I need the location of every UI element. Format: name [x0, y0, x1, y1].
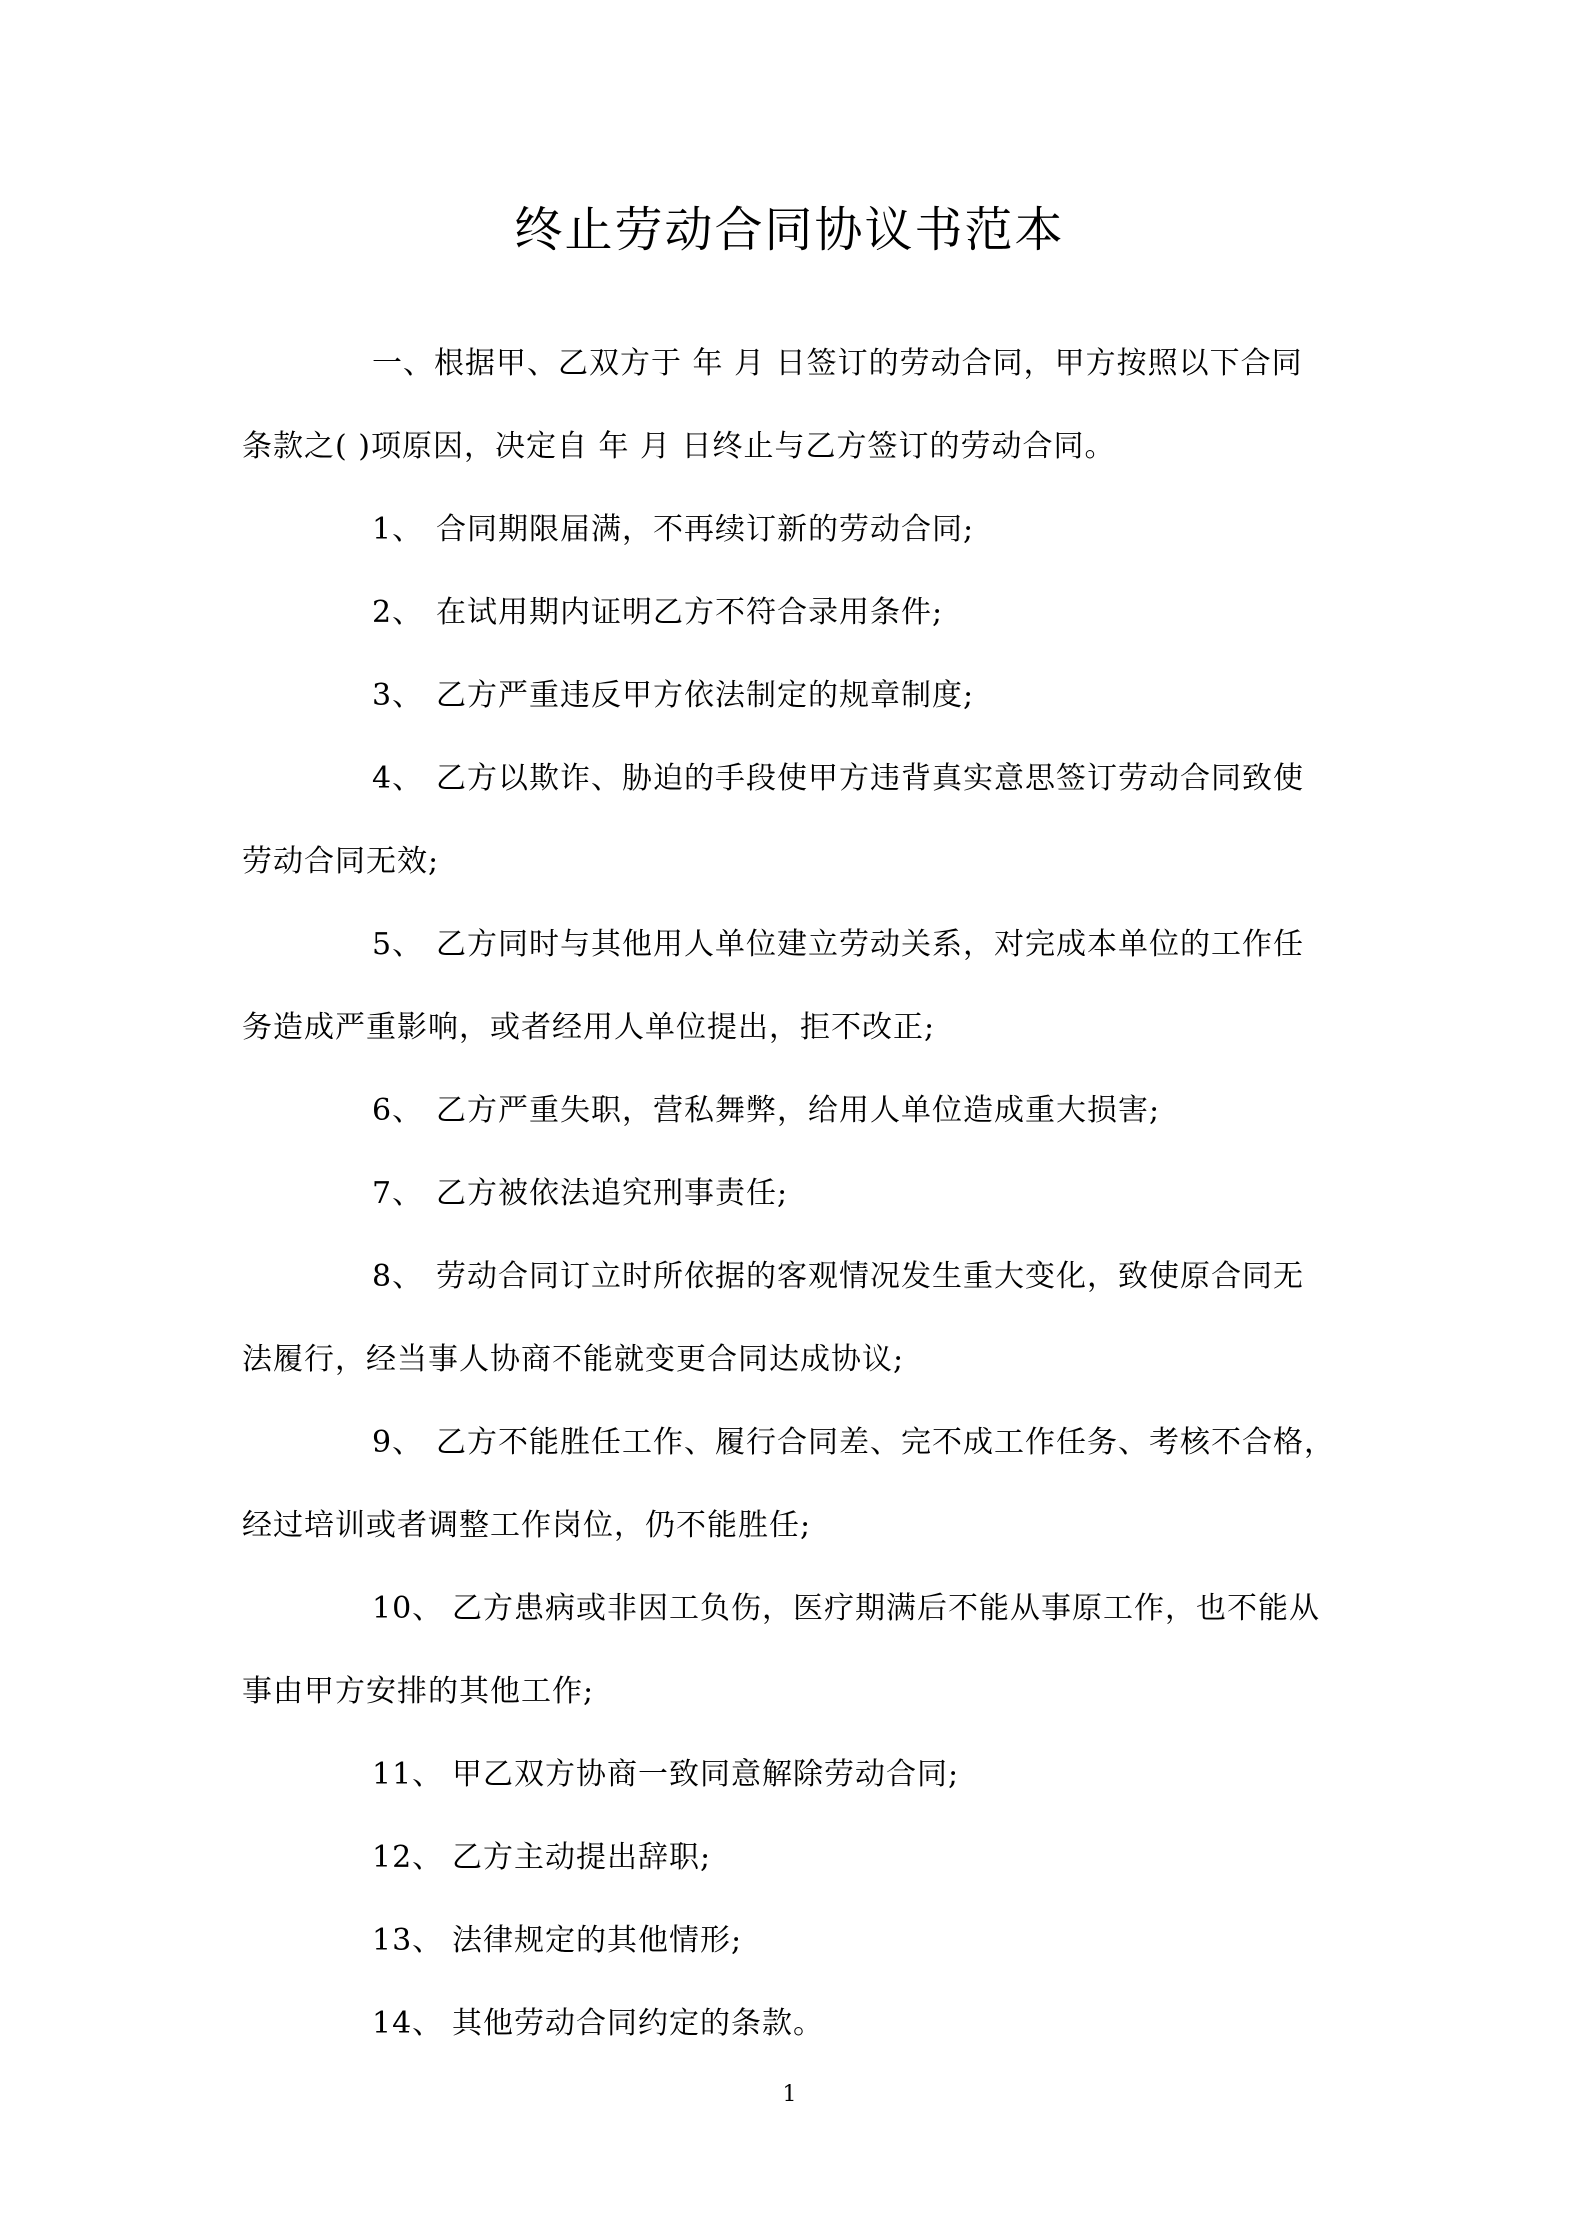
list-item [242, 1401, 1342, 1484]
list-item [242, 1567, 1342, 1650]
list-item [242, 1816, 1342, 1899]
list-item-continuation: 经过培训或者调整工作岗位，仍不能胜任; [242, 1508, 812, 1543]
item-text: 乙方被依法追究刑事责任; [436, 1176, 789, 1211]
item-text: 劳动合同订立时所依据的客观情况发生重大变化，致使原合同无 [436, 1259, 1304, 1294]
list-item [242, 1733, 1342, 1816]
list-item [242, 1899, 1342, 1982]
item-number: 2、 [372, 595, 424, 630]
item-text: 乙方不能胜任工作、履行合同差、完不成工作任务、考核不合格， [436, 1425, 1335, 1460]
list-item [242, 654, 1342, 737]
list-item-continuation: 法履行，经当事人协商不能就变更合同达成协议; [242, 1342, 905, 1377]
list-item [242, 1069, 1342, 1152]
intro-paragraph-line-1: 一、根据甲、乙双方于 年 月 日签订的劳动合同，甲方按照以下合同 [372, 346, 1303, 381]
item-number: 1、 [372, 512, 424, 547]
item-number: 12、 [372, 1840, 444, 1875]
item-text: 乙方同时与其他用人单位建立劳动关系，对完成本单位的工作任 [436, 927, 1304, 962]
item-text: 在试用期内证明乙方不符合录用条件; [436, 595, 944, 630]
list-item-continuation: 务造成严重影响，或者经用人单位提出，拒不改正; [242, 1010, 936, 1045]
list-item [242, 903, 1342, 986]
item-number: 10、 [372, 1591, 444, 1626]
item-number: 8、 [372, 1259, 424, 1294]
item-number: 11、 [372, 1757, 444, 1792]
item-text: 乙方以欺诈、胁迫的手段使甲方违背真实意思签订劳动合同致使 [436, 761, 1304, 796]
list-item-continuation: 劳动合同无效; [242, 844, 440, 879]
intro-paragraph-line-2: 条款之( )项原因，决定自 年 月 日终止与乙方签订的劳动合同。 [242, 429, 1116, 464]
item-text: 甲乙双方协商一致同意解除劳动合同; [452, 1757, 960, 1792]
item-text: 法律规定的其他情形; [452, 1923, 743, 1958]
list-item [242, 737, 1342, 820]
list-item [242, 571, 1342, 654]
item-number: 3、 [372, 678, 424, 713]
item-text: 乙方严重违反甲方依法制定的规章制度; [436, 678, 975, 713]
list-item [242, 1235, 1342, 1318]
list-item [242, 488, 1342, 571]
list-item-continuation: 事由甲方安排的其他工作; [242, 1674, 595, 1709]
item-text: 乙方严重失职，营私舞弊，给用人单位造成重大损害; [436, 1093, 1161, 1128]
item-number: 4、 [372, 761, 424, 796]
item-number: 14、 [372, 2006, 444, 2041]
item-text: 乙方主动提出辞职; [452, 1840, 712, 1875]
item-text: 乙方患病或非因工负伤，医疗期满后不能从事原工作，也不能从 [452, 1591, 1320, 1626]
item-number: 13、 [372, 1923, 444, 1958]
item-number: 7、 [372, 1176, 424, 1211]
item-number: 9、 [372, 1425, 424, 1460]
item-number: 5、 [372, 927, 424, 962]
list-item [242, 1152, 1342, 1235]
list-item [242, 1982, 1342, 2065]
document-body [242, 322, 1342, 2065]
page-number: 1 [782, 2082, 797, 2107]
item-number: 6、 [372, 1093, 424, 1128]
item-text: 合同期限届满，不再续订新的劳动合同; [436, 512, 975, 547]
item-text: 其他劳动合同约定的条款。 [452, 2006, 824, 2041]
document-title: 终止劳动合同协议书范本 [514, 202, 1065, 258]
